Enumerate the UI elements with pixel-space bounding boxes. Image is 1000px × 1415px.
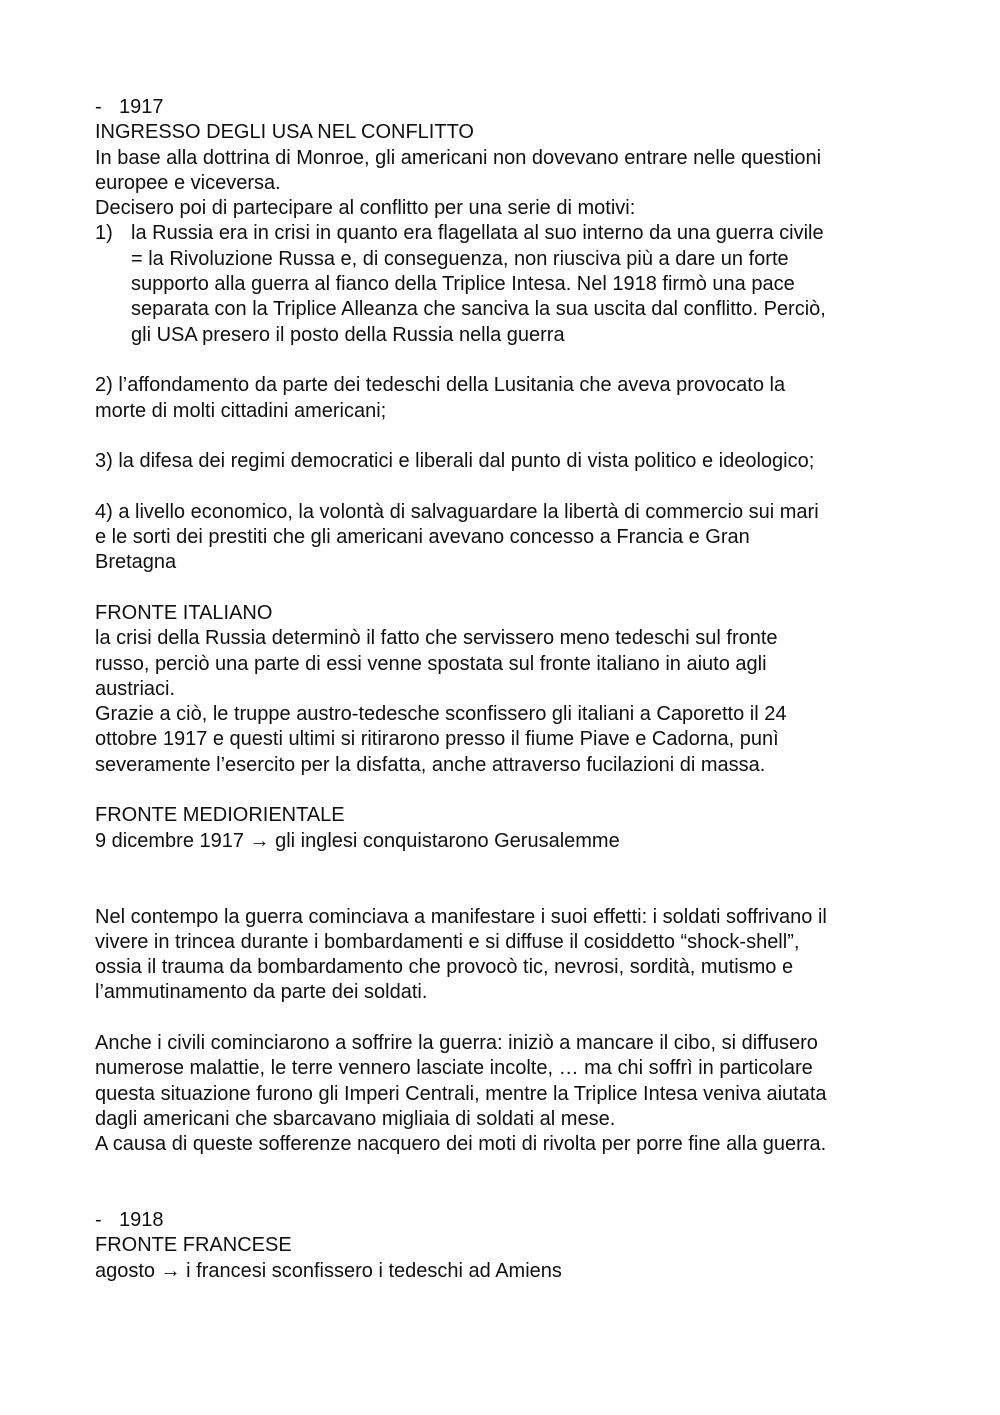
paragraph-line: Nel contempo la guerra cominciava a manifestare i suoi effetti: i soldati soffrivano il [95, 905, 827, 928]
paragraph-line: Grazie a ciò, le truppe austro-tedesche sconfissero gli italiani a Caporetto il 24 [95, 703, 787, 726]
paragraph-line: ottobre 1917 e questi ultimi si ritirarono presso il fiume Piave e Cadorna, punì [95, 728, 779, 751]
paragraph-line: vivere in trincea durante i bombardamenti e si diffuse il cosiddetto “shock-shell”, [95, 930, 800, 953]
paragraph-line: numerose malattie, le terre vennero lasciate incolte, … ma chi soffrì in particolare [95, 1057, 813, 1080]
year-marker-1918 [95, 1208, 925, 1233]
section-heading-italian-front: FRONTE ITALIANO [95, 601, 273, 624]
paragraph-line: Decisero poi di partecipare al conflitto per una serie di motivi: [95, 197, 636, 220]
section-heading-french-front: FRONTE FRANCESE [95, 1234, 292, 1257]
list-item-line: gli USA presero il posto della Russia nella guerra [131, 323, 565, 346]
year-label: 1917 [119, 96, 164, 118]
paragraph-line: A causa di queste sofferenze nacquero dei moti di rivolta per porre fine alla guerra. [95, 1133, 827, 1156]
list-item-line: la Russia era in crisi in quanto era flagellata al suo interno da una guerra civile [131, 222, 824, 245]
paragraph-line: l’ammutinamento da parte dei soldati. [95, 981, 428, 1004]
paragraph-line: agosto → i francesi sconfissero i tedeschi ad Amiens [95, 1259, 562, 1282]
year-dash: - [95, 96, 102, 118]
document-content [95, 95, 925, 1284]
list-item-1 [95, 221, 925, 347]
paragraph-line: dagli americani che sbarcavano migliaia di soldati al mese. [95, 1107, 616, 1130]
paragraph-line: ossia il trauma da bombardamento che provocò tic, nevrosi, sordità, mutismo e [95, 956, 794, 979]
year-label: 1918 [119, 1209, 164, 1232]
list-item-4-line: e le sorti dei prestiti che gli americani avevano concesso a Francia e Gran [95, 526, 750, 549]
list-item-4-line: Bretagna [95, 551, 177, 574]
paragraph-line: In base alla dottrina di Monroe, gli americani non dovevano entrare nelle questioni [95, 146, 822, 169]
section-heading-middle-east-front: FRONTE MEDIORIENTALE [95, 804, 345, 827]
paragraph-line: Anche i civili cominciarono a soffrire la guerra: iniziò a mancare il cibo, si diffusero [95, 1031, 818, 1054]
list-item-line: separata con la Triplice Alleanza che sanciva la sua uscita dal conflitto. Perciò, [131, 298, 826, 321]
year-marker-1917 [95, 95, 925, 120]
list-item-2-line: morte di molti cittadini americani; [95, 399, 387, 422]
paragraph-line: la crisi della Russia determinò il fatto che servissero meno tedeschi sul fronte [95, 627, 778, 650]
list-number: 1) [95, 222, 113, 245]
paragraph-line: russo, perciò una parte di essi venne spostata sul fronte italiano in aiuto agli [95, 652, 767, 675]
list-item-line: = la Rivoluzione Russa e, di conseguenza, non riusciva più a dare un forte [131, 247, 789, 270]
paragraph-line: austriaci. [95, 677, 176, 700]
year-dash: - [95, 1209, 102, 1232]
list-item-4-line: 4) a livello economico, la volontà di salvaguardare la libertà di commercio sui mari [95, 500, 819, 523]
paragraph-line: 9 dicembre 1917 → gli inglesi conquistarono Gerusalemme [95, 829, 620, 852]
paragraph-line: severamente l’esercito per la disfatta, anche attraverso fucilazioni di massa. [95, 753, 766, 776]
list-item-line: supporto alla guerra al fianco della Triplice Intesa. Nel 1918 firmò una pace [131, 273, 795, 296]
paragraph-line: europee e viceversa. [95, 171, 281, 194]
section-heading-usa: INGRESSO DEGLI USA NEL CONFLITTO [95, 121, 474, 144]
list-item-3-line: 3) la difesa dei regimi democratici e liberali dal punto di vista politico e ideologico; [95, 450, 815, 473]
paragraph-line: questa situazione furono gli Imperi Centrali, mentre la Triplice Intesa veniva aiutata [95, 1082, 827, 1105]
list-item-2-line: 2) l’affondamento da parte dei tedeschi della Lusitania che aveva provocato la [95, 374, 786, 397]
